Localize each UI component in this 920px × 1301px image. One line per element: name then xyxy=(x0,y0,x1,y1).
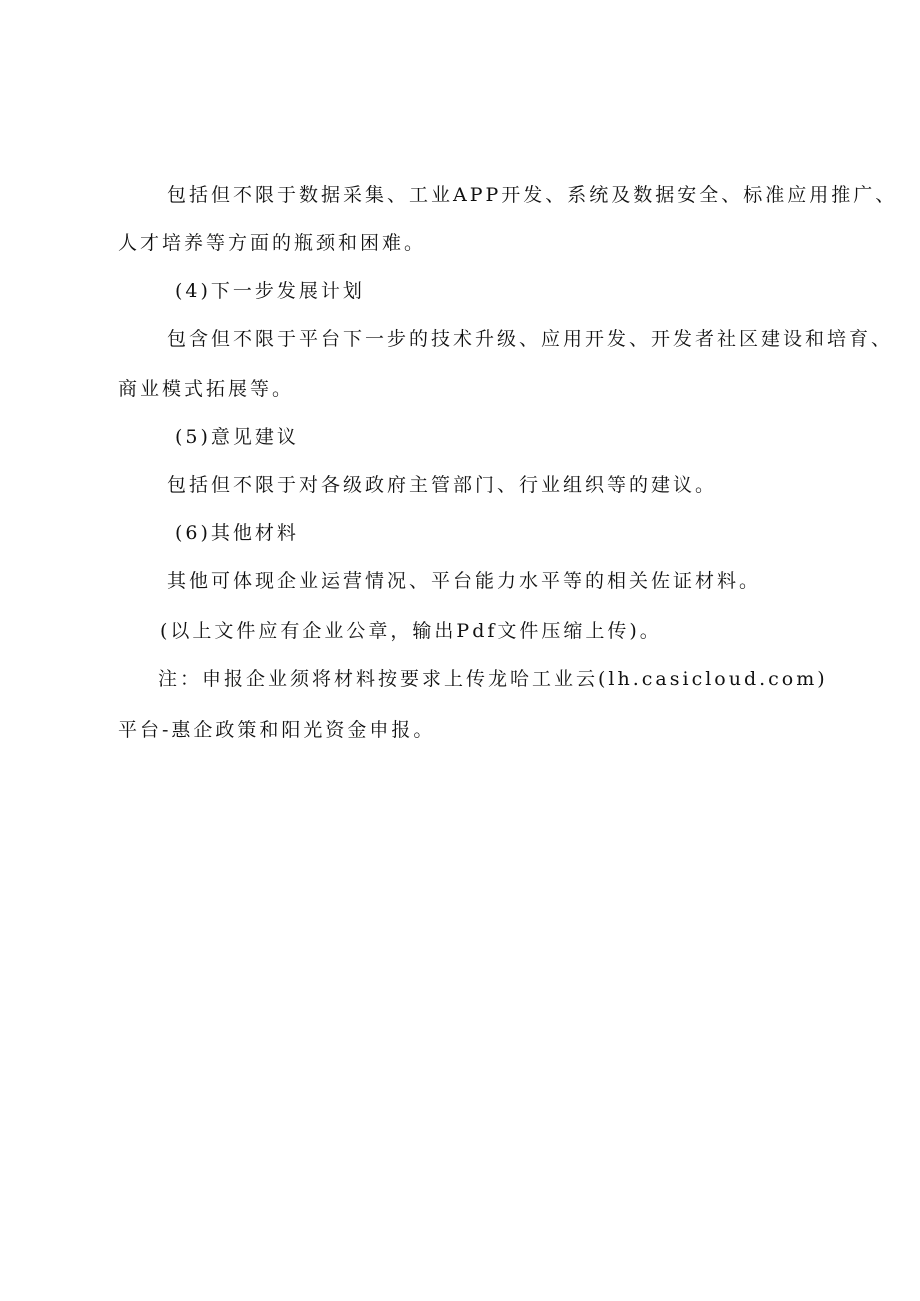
paragraph-line-suggestions: 包括但不限于对各级政府主管部门、行业组织等的建议。 xyxy=(167,474,718,496)
paragraph-line-other-materials: 其他可体现企业运营情况、平台能力水平等的相关佐证材料。 xyxy=(167,570,762,592)
section-heading-other-materials: (6)其他材料 xyxy=(175,522,299,544)
paragraph-line-next-plan-2: 商业模式拓展等。 xyxy=(118,378,295,400)
note-line-upload-1: 注：申报企业须将材料按要求上传龙哈工业云(lh.casicloud.com) xyxy=(158,668,828,690)
section-heading-next-plan: (4)下一步发展计划 xyxy=(175,280,365,302)
note-line-upload-2: 平台-惠企政策和阳光资金申报。 xyxy=(118,719,436,741)
paragraph-line-next-plan-1: 包含但不限于平台下一步的技术升级、应用开发、开发者社区建设和培育、 xyxy=(167,328,894,350)
paragraph-line-bottlenecks-1: 包括但不限于数据采集、工业APP开发、系统及数据安全、标准应用推广、 xyxy=(167,184,898,206)
paragraph-line-bottlenecks-2: 人才培养等方面的瓶颈和困难。 xyxy=(118,232,427,254)
section-heading-suggestions: (5)意见建议 xyxy=(175,426,299,448)
paragraph-line-seal-note: (以上文件应有企业公章，输出Pdf文件压缩上传)。 xyxy=(160,620,662,642)
